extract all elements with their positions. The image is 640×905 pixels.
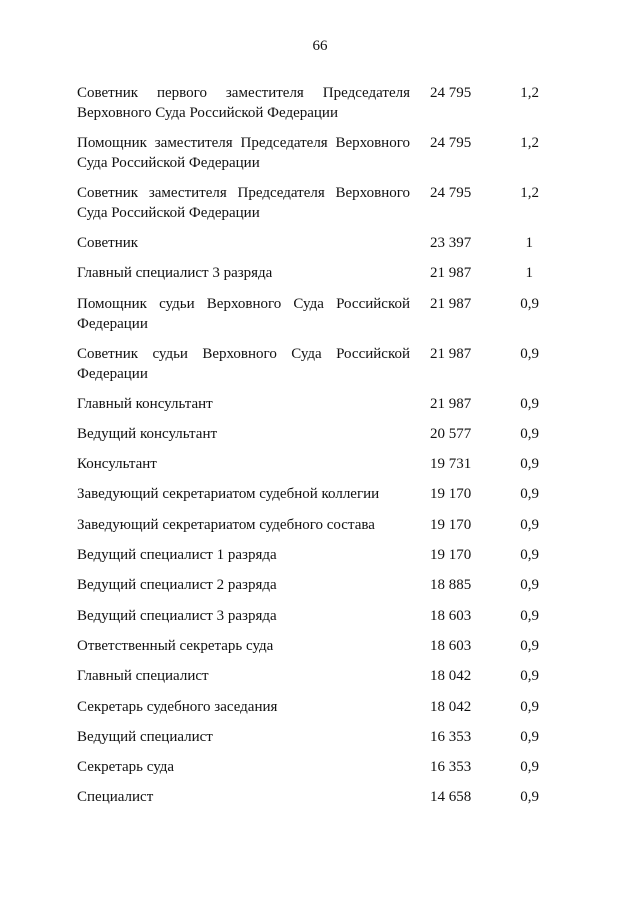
position-title: Ведущий консультант bbox=[77, 425, 218, 442]
table-row bbox=[0, 575, 640, 605]
coefficient-value: 0,9 bbox=[520, 295, 539, 312]
salary-value: 14 658 bbox=[430, 789, 472, 806]
coefficient-value: 0,9 bbox=[520, 577, 539, 594]
salary-value: 21 987 bbox=[430, 395, 472, 412]
table-row bbox=[0, 636, 640, 666]
salary-value: 21 987 bbox=[430, 345, 472, 362]
table-row bbox=[0, 294, 640, 344]
table-row bbox=[0, 757, 640, 787]
salary-value: 16 353 bbox=[430, 759, 472, 776]
coefficient-value: 0,9 bbox=[520, 345, 539, 362]
table-row bbox=[0, 83, 640, 133]
salary-value: 24 795 bbox=[430, 185, 472, 201]
coefficient-value: 0,9 bbox=[520, 759, 539, 776]
position-title: Секретарь суда bbox=[77, 759, 175, 776]
position-title: Ведущий специалист 1 разряда bbox=[77, 547, 277, 564]
table-row bbox=[0, 606, 640, 636]
coefficient-value: 1 bbox=[525, 265, 533, 282]
position-title: Главный консультант bbox=[77, 395, 213, 412]
salary-value: 19 731 bbox=[430, 456, 472, 473]
position-title: Ответственный секретарь суда bbox=[77, 637, 274, 654]
position-title: Помощник заместителя Председателя Верховного Суда Российской Федерации bbox=[77, 135, 410, 171]
salary-value: 16 353 bbox=[430, 728, 472, 745]
coefficient-value: 0,9 bbox=[520, 516, 539, 533]
coefficient-value: 0,9 bbox=[520, 486, 539, 503]
coefficient-value: 0,9 bbox=[520, 395, 539, 412]
coefficient-value: 1,2 bbox=[520, 185, 539, 201]
position-title: Советник bbox=[77, 235, 139, 251]
position-title: Секретарь судебного заседания bbox=[77, 698, 278, 715]
coefficient-value: 0,9 bbox=[520, 698, 539, 715]
table-row bbox=[0, 515, 640, 545]
position-title: Советник первого заместителя Председателя Верховного Суда Российской Федерации bbox=[77, 85, 410, 121]
coefficient-value: 0,9 bbox=[520, 789, 539, 806]
salary-value: 19 170 bbox=[430, 516, 472, 533]
table-row bbox=[0, 424, 640, 454]
coefficient-value: 0,9 bbox=[520, 547, 539, 564]
position-title: Помощник судьи Верховного Суда Российской Федерации bbox=[77, 295, 410, 332]
position-title: Советник заместителя Председателя Верховного Суда Российской Федерации bbox=[77, 185, 410, 221]
position-title: Советник судьи Верховного Суда Российской Федерации bbox=[77, 345, 410, 382]
salary-value: 18 603 bbox=[430, 607, 472, 624]
salary-value: 18 042 bbox=[430, 698, 472, 715]
table-row bbox=[0, 727, 640, 757]
position-title: Главный специалист 3 разряда bbox=[77, 265, 273, 282]
table-row bbox=[0, 454, 640, 484]
table-row bbox=[0, 344, 640, 394]
salary-value: 18 603 bbox=[430, 637, 472, 654]
salary-value: 21 987 bbox=[430, 265, 472, 282]
salary-value: 24 795 bbox=[430, 135, 472, 151]
salary-table bbox=[0, 83, 640, 818]
table-row bbox=[0, 183, 640, 233]
coefficient-value: 0,9 bbox=[520, 456, 539, 473]
table-row bbox=[0, 133, 640, 183]
salary-value: 19 170 bbox=[430, 486, 472, 503]
table-row bbox=[0, 394, 640, 424]
position-title: Заведующий секретариатом судебной коллегии bbox=[77, 486, 380, 503]
position-title: Консультант bbox=[77, 456, 157, 473]
position-title: Ведущий специалист 2 разряда bbox=[77, 577, 277, 594]
coefficient-value: 0,9 bbox=[520, 668, 539, 685]
coefficient-value: 1,2 bbox=[520, 85, 539, 101]
page-number: 66 bbox=[312, 38, 328, 54]
salary-value: 24 795 bbox=[430, 85, 472, 101]
position-title: Главный специалист bbox=[77, 668, 209, 685]
salary-value: 19 170 bbox=[430, 547, 472, 564]
position-title: Заведующий секретариатом судебного состава bbox=[77, 516, 375, 533]
table-row bbox=[0, 697, 640, 727]
coefficient-value: 0,9 bbox=[520, 425, 539, 442]
coefficient-value: 1 bbox=[525, 235, 533, 251]
table-row bbox=[0, 666, 640, 696]
coefficient-value: 0,9 bbox=[520, 637, 539, 654]
position-title: Специалист bbox=[77, 789, 154, 806]
table-row bbox=[0, 263, 640, 293]
salary-value: 21 987 bbox=[430, 295, 472, 312]
coefficient-value: 0,9 bbox=[520, 607, 539, 624]
table-row bbox=[0, 787, 640, 817]
position-title: Ведущий специалист 3 разряда bbox=[77, 607, 277, 624]
salary-value: 20 577 bbox=[430, 425, 472, 442]
salary-value: 18 042 bbox=[430, 668, 472, 685]
table-row bbox=[0, 233, 640, 263]
coefficient-value: 1,2 bbox=[520, 135, 539, 151]
coefficient-value: 0,9 bbox=[520, 728, 539, 745]
salary-value: 23 397 bbox=[430, 235, 472, 251]
table-row bbox=[0, 545, 640, 575]
table-row bbox=[0, 484, 640, 514]
position-title: Ведущий специалист bbox=[77, 728, 213, 745]
salary-value: 18 885 bbox=[430, 577, 472, 594]
